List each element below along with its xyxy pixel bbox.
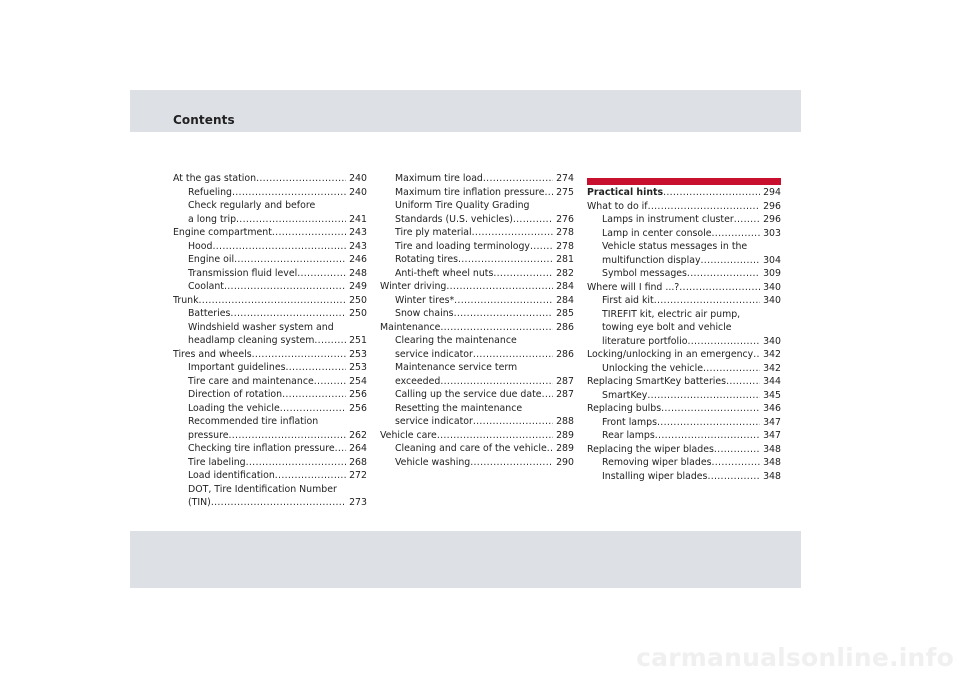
toc-entry[interactable] xyxy=(587,281,781,295)
dot-leader xyxy=(542,388,554,402)
dot-leader xyxy=(458,253,553,267)
dot-leader xyxy=(663,186,760,200)
toc-entry-title: TIREFIT kit, electric air pump, xyxy=(602,308,741,320)
toc-entry xyxy=(173,321,367,335)
dot-leader xyxy=(454,294,553,308)
toc-entry-title: Tire ply material xyxy=(395,227,472,238)
toc-entry-page-number: 296 xyxy=(763,200,781,212)
dot-leader xyxy=(446,280,553,294)
toc-entry[interactable] xyxy=(587,389,781,403)
toc-entry-title: Engine oil xyxy=(188,254,235,265)
dot-leader xyxy=(280,402,346,416)
dot-leader xyxy=(236,213,346,227)
toc-entry xyxy=(587,308,781,322)
toc-entry-page-number: 344 xyxy=(763,376,781,387)
toc-entry-page-number: 348 xyxy=(763,443,781,455)
toc-entry-title: Locking/unlocking in an emergency xyxy=(587,349,754,360)
toc-entry[interactable] xyxy=(173,442,367,456)
toc-entry-page-number: 248 xyxy=(349,267,367,279)
toc-entry-title: Trunk xyxy=(173,294,199,306)
dot-leader xyxy=(440,375,553,389)
toc-entry-title: Maintenance service term xyxy=(395,362,518,373)
dot-leader xyxy=(252,348,347,362)
toc-entry-page-number: 264 xyxy=(349,443,367,454)
dot-leader xyxy=(753,348,760,362)
toc-entry-title: Replacing the wiper blades xyxy=(587,443,714,455)
toc-entry-page-number: 262 xyxy=(349,429,367,441)
toc-entry-page-number: 274 xyxy=(556,173,574,184)
toc-entry-title: Tire care and maintenance xyxy=(188,375,314,387)
toc-entry-page-number: 256 xyxy=(349,389,367,400)
toc-entry-page-number: 286 xyxy=(556,348,574,360)
toc-entry-page-number: 303 xyxy=(763,227,781,239)
toc-entry[interactable] xyxy=(587,200,781,214)
toc-entry-title: Vehicle washing xyxy=(395,456,471,468)
toc-entry-page-number: 256 xyxy=(349,402,367,414)
dot-leader xyxy=(687,267,760,281)
dot-leader xyxy=(657,416,760,430)
toc-entry-title: service indicator xyxy=(395,348,473,360)
dot-leader xyxy=(473,415,553,429)
toc-entry-title: Removing wiper blades xyxy=(602,457,712,468)
toc-entry-page-number: 289 xyxy=(556,429,574,441)
toc-entry-title: Maintenance xyxy=(380,321,441,333)
toc-entry-page-number: 254 xyxy=(349,375,367,387)
toc-entry[interactable] xyxy=(173,429,367,443)
toc-entry[interactable] xyxy=(380,348,574,362)
toc-entry-title: At the gas station xyxy=(173,173,257,184)
dot-leader xyxy=(232,186,346,200)
toc-entry-title: headlamp cleaning system xyxy=(188,335,315,346)
toc-entry-title: literature portfolio xyxy=(602,335,688,347)
toc-entry-page-number: 243 xyxy=(349,227,367,238)
toc-entry xyxy=(587,321,781,335)
toc-entry xyxy=(380,402,574,416)
toc-entry-page-number: 282 xyxy=(556,267,574,279)
toc-entry-title: Batteries xyxy=(188,308,231,319)
toc-entry[interactable] xyxy=(380,226,574,240)
toc-entry-title: First aid kit xyxy=(602,295,654,306)
dot-leader xyxy=(285,361,346,375)
toc-column-1 xyxy=(173,172,367,510)
toc-entry-page-number: 268 xyxy=(349,456,367,468)
toc-entry-title: Windshield washer system and xyxy=(188,321,334,333)
dot-leader xyxy=(701,254,761,268)
toc-entry-title: Snow chains xyxy=(395,308,454,319)
toc-entry[interactable] xyxy=(380,442,574,456)
toc-entry[interactable] xyxy=(380,240,574,254)
watermark: carmanualsonline.info xyxy=(636,643,954,672)
toc-entry[interactable] xyxy=(380,429,574,443)
toc-entry-title: Maximum tire inflation pressure xyxy=(395,186,545,198)
toc-entry[interactable] xyxy=(380,267,574,281)
toc-entry-title: Replacing SmartKey batteries xyxy=(587,376,727,387)
toc-entry-page-number: 243 xyxy=(349,240,367,252)
toc-entry-page-number: 348 xyxy=(763,457,781,468)
toc-entry-title: Hood xyxy=(188,240,213,252)
toc-entry-title: Installing wiper blades xyxy=(602,470,708,482)
dot-leader xyxy=(655,429,760,443)
toc-entry-title: towing eye bolt and vehicle xyxy=(602,322,732,333)
toc-entry[interactable] xyxy=(173,253,367,267)
dot-leader xyxy=(256,172,346,186)
toc-entry[interactable] xyxy=(587,213,781,227)
dot-leader xyxy=(711,456,760,470)
dot-leader xyxy=(224,280,346,294)
toc-entry-page-number: 287 xyxy=(556,375,574,387)
toc-entry[interactable] xyxy=(173,307,367,321)
toc-entry[interactable] xyxy=(587,375,781,389)
toc-entry-page-number: 278 xyxy=(556,240,574,252)
dot-leader xyxy=(275,469,346,483)
toc-entry[interactable] xyxy=(380,172,574,186)
dot-leader xyxy=(472,226,553,240)
toc-entry-title: Where will I find ...? xyxy=(587,281,680,293)
dot-leader xyxy=(229,429,347,443)
toc-entry[interactable] xyxy=(380,280,574,294)
dot-leader xyxy=(726,375,760,389)
toc-entry-title: Vehicle status messages in the xyxy=(602,241,748,252)
dot-leader xyxy=(687,335,760,349)
toc-entry-title: multifunction display xyxy=(602,254,701,266)
toc-entry-title: Direction of rotation xyxy=(188,389,283,400)
toc-entry-page-number: 278 xyxy=(556,227,574,238)
toc-entry-title: Rotating tires xyxy=(395,254,458,265)
toc-entry-title: service indicator xyxy=(395,416,473,427)
toc-entry[interactable] xyxy=(173,456,367,470)
toc-entry-title: Practical hints xyxy=(587,187,664,198)
toc-entry-page-number: 342 xyxy=(763,349,781,360)
toc-entry-page-number: 275 xyxy=(556,186,574,198)
dot-leader xyxy=(483,172,553,186)
toc-entry[interactable] xyxy=(173,186,367,200)
dot-leader xyxy=(314,334,346,348)
toc-entry xyxy=(173,415,367,429)
toc-entry[interactable] xyxy=(380,456,574,470)
toc-entry[interactable] xyxy=(173,294,367,308)
toc-entry-title: Vehicle care xyxy=(380,429,437,441)
dot-leader xyxy=(454,307,554,321)
toc-column-3 xyxy=(587,186,781,483)
toc-entry-page-number: 272 xyxy=(349,470,367,481)
toc-entry-page-number: 340 xyxy=(763,281,781,293)
dot-leader xyxy=(703,362,760,376)
toc-entry-page-number: 288 xyxy=(556,416,574,427)
toc-entry[interactable] xyxy=(587,456,781,470)
dot-leader xyxy=(297,267,346,281)
toc-entry-title: Unlocking the vehicle xyxy=(602,362,703,374)
toc-entry[interactable] xyxy=(173,388,367,402)
section-accent-bar xyxy=(587,178,781,185)
toc-entry-title: (TIN) xyxy=(188,497,211,508)
toc-entry-title: Checking tire inflation pressure xyxy=(188,443,335,454)
toc-entry-title: Winter tires* xyxy=(395,294,455,306)
dot-leader xyxy=(530,240,553,254)
toc-entry-page-number: 253 xyxy=(349,362,367,373)
toc-entry-page-number: 284 xyxy=(556,281,574,292)
toc-entry xyxy=(380,361,574,375)
toc-entry-page-number: 285 xyxy=(556,308,574,319)
dot-leader xyxy=(272,226,346,240)
toc-entry-page-number: 342 xyxy=(763,362,781,374)
toc-entry[interactable] xyxy=(587,335,781,349)
toc-entry-page-number: 346 xyxy=(763,403,781,414)
toc-entry-title: Clearing the maintenance xyxy=(395,335,517,346)
toc-entry[interactable] xyxy=(380,388,574,402)
toc-entry xyxy=(587,240,781,254)
toc-entry[interactable] xyxy=(173,240,367,254)
toc-entry[interactable] xyxy=(587,294,781,308)
dot-leader xyxy=(211,496,346,510)
toc-entry-page-number: 290 xyxy=(556,456,574,468)
dot-leader xyxy=(230,307,346,321)
toc-entry-title: Replacing bulbs xyxy=(587,403,662,414)
toc-entry-title: Tires and wheels xyxy=(173,348,252,360)
toc-entry-page-number: 253 xyxy=(349,348,367,360)
toc-entry-page-number: 250 xyxy=(349,294,367,306)
toc-entry[interactable] xyxy=(173,213,367,227)
dot-leader xyxy=(473,348,553,362)
toc-entry[interactable] xyxy=(173,334,367,348)
toc-entry-page-number: 250 xyxy=(349,308,367,319)
toc-entry-page-number: 281 xyxy=(556,254,574,265)
dot-leader xyxy=(712,227,761,241)
toc-entry-page-number: 289 xyxy=(556,443,574,454)
footer-band xyxy=(130,531,801,588)
toc-entry-title: Front lamps xyxy=(602,416,658,428)
toc-entry[interactable] xyxy=(587,443,781,457)
dot-leader xyxy=(335,442,346,456)
toc-entry[interactable] xyxy=(380,253,574,267)
toc-entry-page-number: 294 xyxy=(763,187,781,198)
toc-entry-title: Rear lamps xyxy=(602,430,655,441)
dot-leader xyxy=(707,470,760,484)
dot-leader xyxy=(212,240,346,254)
dot-leader xyxy=(734,213,760,227)
toc-entry[interactable] xyxy=(173,267,367,281)
toc-entry-title: Maximum tire load xyxy=(395,173,483,184)
dot-leader xyxy=(714,443,760,457)
toc-entry[interactable] xyxy=(173,361,367,375)
toc-entry xyxy=(173,199,367,213)
toc-entry-title: What to do if xyxy=(587,200,648,212)
toc-entry[interactable] xyxy=(587,402,781,416)
toc-entry-page-number: 286 xyxy=(556,321,574,333)
toc-entry-title: Engine compartment xyxy=(173,227,272,238)
toc-entry[interactable] xyxy=(587,227,781,241)
toc-entry[interactable] xyxy=(173,226,367,240)
dot-leader xyxy=(679,281,760,295)
toc-entry-title: Lamp in center console xyxy=(602,227,712,239)
toc-entry[interactable] xyxy=(173,348,367,362)
toc-entry[interactable] xyxy=(380,213,574,227)
dot-leader xyxy=(544,186,553,200)
toc-entry[interactable] xyxy=(587,186,781,200)
toc-entry-title: Recommended tire inflation xyxy=(188,416,319,427)
toc-entry-title: Tire labeling xyxy=(188,456,246,468)
toc-entry-title: Transmission fluid level xyxy=(188,267,298,279)
toc-entry-page-number: 240 xyxy=(349,186,367,198)
dot-leader xyxy=(314,375,346,389)
toc-entry-title: a long trip xyxy=(188,213,237,225)
toc-entry[interactable] xyxy=(173,280,367,294)
toc-entry[interactable] xyxy=(173,496,367,510)
toc-entry[interactable] xyxy=(380,415,574,429)
toc-entry-page-number: 296 xyxy=(763,214,781,225)
toc-entry-title: Anti-theft wheel nuts xyxy=(395,267,494,279)
toc-entry[interactable] xyxy=(380,294,574,308)
toc-column-2 xyxy=(380,172,574,469)
toc-entry-title: Cleaning and care of the vehicle xyxy=(395,443,547,454)
toc-entry-title: Uniform Tire Quality Grading xyxy=(395,200,530,211)
toc-entry-page-number: 347 xyxy=(763,416,781,428)
dot-leader xyxy=(648,200,761,214)
dot-leader xyxy=(470,456,553,470)
toc-entry-page-number: 309 xyxy=(763,268,781,279)
toc-entry xyxy=(173,483,367,497)
dot-leader xyxy=(493,267,553,281)
toc-entry[interactable] xyxy=(380,321,574,335)
toc-entry-page-number: 246 xyxy=(349,254,367,265)
toc-entry xyxy=(380,199,574,213)
toc-entry[interactable] xyxy=(587,267,781,281)
toc-entry-page-number: 345 xyxy=(763,389,781,401)
toc-entry-title: Refueling xyxy=(188,186,232,198)
toc-entry-page-number: 347 xyxy=(763,430,781,441)
toc-entry[interactable] xyxy=(587,429,781,443)
toc-entry[interactable] xyxy=(587,348,781,362)
toc-entry[interactable] xyxy=(380,186,574,200)
toc-entry-title: Loading the vehicle xyxy=(188,402,280,414)
toc-entry-page-number: 348 xyxy=(763,470,781,482)
toc-entry-title: SmartKey xyxy=(602,389,648,401)
toc-entry[interactable] xyxy=(587,362,781,376)
dot-leader xyxy=(654,294,760,308)
toc-entry-title: pressure xyxy=(188,429,229,441)
dot-leader xyxy=(234,253,346,267)
toc-entry-page-number: 284 xyxy=(556,294,574,306)
dot-leader xyxy=(246,456,346,470)
toc-entry-page-number: 287 xyxy=(556,389,574,400)
toc-entry-title: Resetting the maintenance xyxy=(395,402,523,414)
toc-entry-page-number: 340 xyxy=(763,335,781,347)
toc-entry-title: Symbol messages xyxy=(602,268,687,279)
toc-entry-title: Load identification xyxy=(188,470,275,481)
dot-leader xyxy=(282,388,346,402)
toc-entry-title: Important guidelines xyxy=(188,362,286,373)
toc-entry-title: Check regularly and before xyxy=(188,200,316,211)
toc-entry-page-number: 241 xyxy=(349,213,367,225)
toc-entry-page-number: 276 xyxy=(556,213,574,225)
toc-entry-page-number: 304 xyxy=(763,254,781,266)
toc-entry xyxy=(380,334,574,348)
toc-entry[interactable] xyxy=(380,307,574,321)
toc-entry[interactable] xyxy=(173,375,367,389)
toc-entry-title: Coolant xyxy=(188,281,224,292)
dot-leader xyxy=(647,389,760,403)
toc-entry[interactable] xyxy=(587,470,781,484)
toc-entry-title: DOT, Tire Identification Number xyxy=(188,483,337,495)
dot-leader xyxy=(199,294,347,308)
toc-entry-page-number: 249 xyxy=(349,281,367,292)
toc-entry-page-number: 340 xyxy=(763,295,781,306)
page-title: Contents xyxy=(173,113,235,127)
toc-entry-page-number: 240 xyxy=(349,173,367,184)
toc-entry-title: Calling up the service due date xyxy=(395,389,542,400)
dot-leader xyxy=(661,402,760,416)
dot-leader xyxy=(513,213,553,227)
toc-entry-page-number: 273 xyxy=(349,497,367,508)
toc-entry-title: Standards (U.S. vehicles) xyxy=(395,213,513,225)
toc-entry[interactable] xyxy=(173,172,367,186)
toc-entry-page-number: 251 xyxy=(349,335,367,346)
dot-leader xyxy=(437,429,553,443)
toc-entry[interactable] xyxy=(173,469,367,483)
toc-entry-title: exceeded xyxy=(395,375,441,387)
toc-entry-title: Tire and loading terminology xyxy=(395,240,530,252)
toc-entry[interactable] xyxy=(587,254,781,268)
toc-entry[interactable] xyxy=(380,375,574,389)
toc-entry-title: Lamps in instrument cluster xyxy=(602,214,734,225)
toc-entry-title: Winter driving xyxy=(380,281,447,292)
toc-entry[interactable] xyxy=(173,402,367,416)
dot-leader xyxy=(440,321,553,335)
toc-entry[interactable] xyxy=(587,416,781,430)
